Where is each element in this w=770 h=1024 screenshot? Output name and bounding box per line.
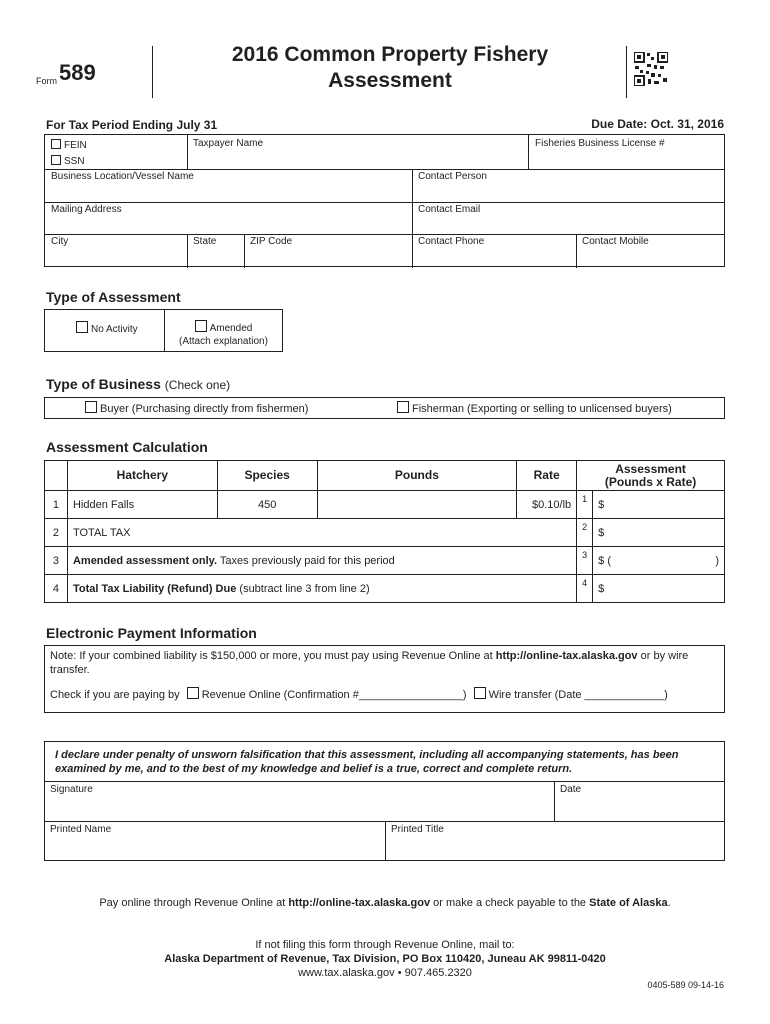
line-number: 4	[577, 575, 593, 603]
table-row	[45, 575, 725, 603]
assessment-type-heading: Type of Assessment	[46, 289, 181, 305]
ssn-option[interactable]	[51, 155, 85, 167]
table-row	[45, 547, 725, 575]
payment-check-row	[50, 687, 668, 702]
qr-code-icon	[634, 52, 668, 86]
pay-end: .	[667, 897, 671, 909]
wire-label: Wire transfer (Date _____________)	[488, 689, 668, 701]
buyer-option[interactable]	[85, 401, 308, 415]
fein-checkbox[interactable]	[51, 139, 61, 149]
revenue-online-checkbox[interactable]	[187, 687, 199, 699]
contact-phone-field[interactable]: Contact Phone	[418, 236, 485, 247]
business-type-box	[44, 397, 725, 419]
payment-heading: Electronic Payment Information	[46, 625, 257, 641]
business-location-field[interactable]: Business Location/Vessel Name	[51, 171, 194, 182]
ssn-checkbox[interactable]	[51, 155, 61, 165]
pay-prefix: Pay online through Revenue Online at	[99, 897, 289, 909]
hatchery-cell[interactable]: Hidden Falls	[67, 491, 217, 519]
city-field[interactable]: City	[51, 236, 69, 247]
payment-box	[44, 645, 725, 713]
amount-close: )	[715, 554, 719, 567]
table-row	[45, 519, 725, 547]
declaration-box	[44, 741, 725, 861]
payment-note	[50, 649, 718, 677]
fein-label: FEIN	[64, 140, 87, 151]
col-assessment	[577, 461, 725, 491]
assessment-calc-table	[44, 460, 725, 603]
col-assessment-line2: (Pounds x Rate)	[604, 474, 697, 489]
fisherman-label: Fisherman (Exporting or selling to unlicensed buyers)	[412, 403, 672, 415]
amended-label: Amended	[209, 323, 253, 334]
rate-cell: $0.10/lb	[517, 491, 577, 519]
buyer-label: Buyer (Purchasing directly from fishermen)	[100, 403, 309, 415]
fisherman-checkbox[interactable]	[397, 401, 409, 413]
pay-mid: or make a check payable to the	[430, 897, 590, 909]
printed-name-field[interactable]: Printed Name	[50, 824, 112, 835]
line-number: 2	[577, 519, 593, 547]
fisherman-option[interactable]	[397, 401, 672, 415]
liability-bold: Total Tax Liability (Refund) Due	[72, 582, 237, 595]
total-tax-label: TOTAL TAX	[67, 519, 576, 547]
amended-option[interactable]	[179, 320, 268, 348]
amount-cell[interactable]	[593, 547, 725, 575]
col-assessment-line1: Assessment	[615, 461, 686, 476]
zip-field[interactable]: ZIP Code	[250, 236, 293, 247]
contact-info: www.tax.alaska.gov • 907.465.2320	[298, 967, 472, 979]
state-field[interactable]: State	[193, 236, 217, 247]
title-line-1: 2016 Common Property Fishery	[231, 43, 549, 66]
amount-prefix: $ (	[598, 554, 611, 567]
col-hatchery: Hatchery	[67, 461, 217, 491]
mail-intro: If not filing this form through Revenue Online, mail to:	[255, 939, 515, 951]
business-type-heading	[46, 376, 230, 392]
business-type-note: (Check one)	[164, 378, 231, 392]
no-activity-label: No Activity	[91, 324, 138, 335]
table-row	[45, 491, 725, 519]
amount-cell[interactable]: $	[593, 575, 725, 603]
pounds-cell[interactable]	[317, 491, 517, 519]
pay-url-link[interactable]: http://online-tax.alaska.gov	[288, 897, 431, 909]
liability-label-cell	[67, 575, 576, 603]
no-activity-checkbox[interactable]	[76, 321, 88, 333]
row-number: 1	[45, 491, 68, 519]
business-type-title: Type of Business	[46, 376, 161, 392]
due-date: Due Date: Oct. 31, 2016	[591, 117, 724, 131]
mailing-address-field[interactable]: Mailing Address	[51, 204, 122, 215]
line-number: 1	[577, 491, 593, 519]
amended-rest: Taxes previously paid for this period	[217, 554, 395, 567]
calc-heading: Assessment Calculation	[46, 439, 208, 455]
date-field[interactable]: Date	[560, 784, 582, 795]
amended-checkbox[interactable]	[195, 320, 207, 332]
amended-bold: Amended assessment only.	[72, 554, 218, 567]
title-line-2: Assessment	[328, 69, 452, 92]
mail-address: Alaska Department of Revenue, Tax Division, PO Box 110420, Juneau AK 99811-0420	[164, 953, 606, 965]
contact-email-field[interactable]: Contact Email	[418, 204, 481, 215]
header-divider-right	[626, 46, 627, 98]
assessment-type-box	[44, 309, 283, 352]
note-prefix: Note: If your combined liability is $150,000 or more, you must pay using Revenue Online at	[50, 650, 496, 662]
col-species: Species	[217, 461, 317, 491]
tax-period: For Tax Period Ending July 31	[46, 118, 218, 132]
check-label: Check if you are paying by	[50, 689, 180, 701]
fein-option[interactable]	[51, 139, 87, 151]
form-code: 0405-589 09-14-16	[647, 980, 724, 990]
buyer-checkbox[interactable]	[85, 401, 97, 413]
revenue-online-label: Revenue Online (Confirmation #_________________)	[201, 689, 467, 701]
note-url-link[interactable]: http://online-tax.alaska.gov	[495, 650, 638, 662]
form-number: 589	[59, 60, 96, 85]
ssn-label: SSN	[64, 156, 85, 167]
wire-checkbox[interactable]	[474, 687, 486, 699]
row-number: 4	[45, 575, 68, 603]
contact-person-field[interactable]: Contact Person	[418, 171, 487, 182]
no-activity-option[interactable]	[76, 321, 138, 335]
page-title	[160, 42, 620, 94]
note-suffix: or by wire transfer.	[50, 650, 689, 676]
col-pounds: Pounds	[317, 461, 517, 491]
row-number: 2	[45, 519, 68, 547]
taxpayer-name-field[interactable]: Taxpayer Name	[193, 138, 264, 149]
signature-field[interactable]: Signature	[50, 784, 93, 795]
line-number: 3	[577, 547, 593, 575]
row-number: 3	[45, 547, 68, 575]
pay-state: State of Alaska	[589, 897, 668, 909]
license-field[interactable]: Fisheries Business License #	[535, 138, 665, 149]
amount-cell[interactable]: $	[593, 491, 725, 519]
declaration-text: I declare under penalty of unsworn falsification that this assessment, including all accompanying statements, has been examined by me, and to the best of my knowledge and belief is a true, correct and complete return.	[55, 749, 679, 775]
liability-rest: (subtract line 3 from line 2)	[236, 582, 370, 595]
pay-online-line	[0, 896, 770, 910]
col-rate: Rate	[517, 461, 577, 491]
contact-mobile-field[interactable]: Contact Mobile	[582, 236, 649, 247]
form-label: Form	[36, 76, 57, 86]
header-divider	[152, 46, 153, 98]
calc-header-row	[45, 461, 725, 491]
taxpayer-info-grid	[44, 134, 725, 267]
printed-title-field[interactable]: Printed Title	[391, 824, 444, 835]
species-cell[interactable]: 450	[217, 491, 317, 519]
amended-label-cell	[67, 547, 576, 575]
amount-cell[interactable]: $	[593, 519, 725, 547]
amended-note: (Attach explanation)	[179, 336, 268, 347]
